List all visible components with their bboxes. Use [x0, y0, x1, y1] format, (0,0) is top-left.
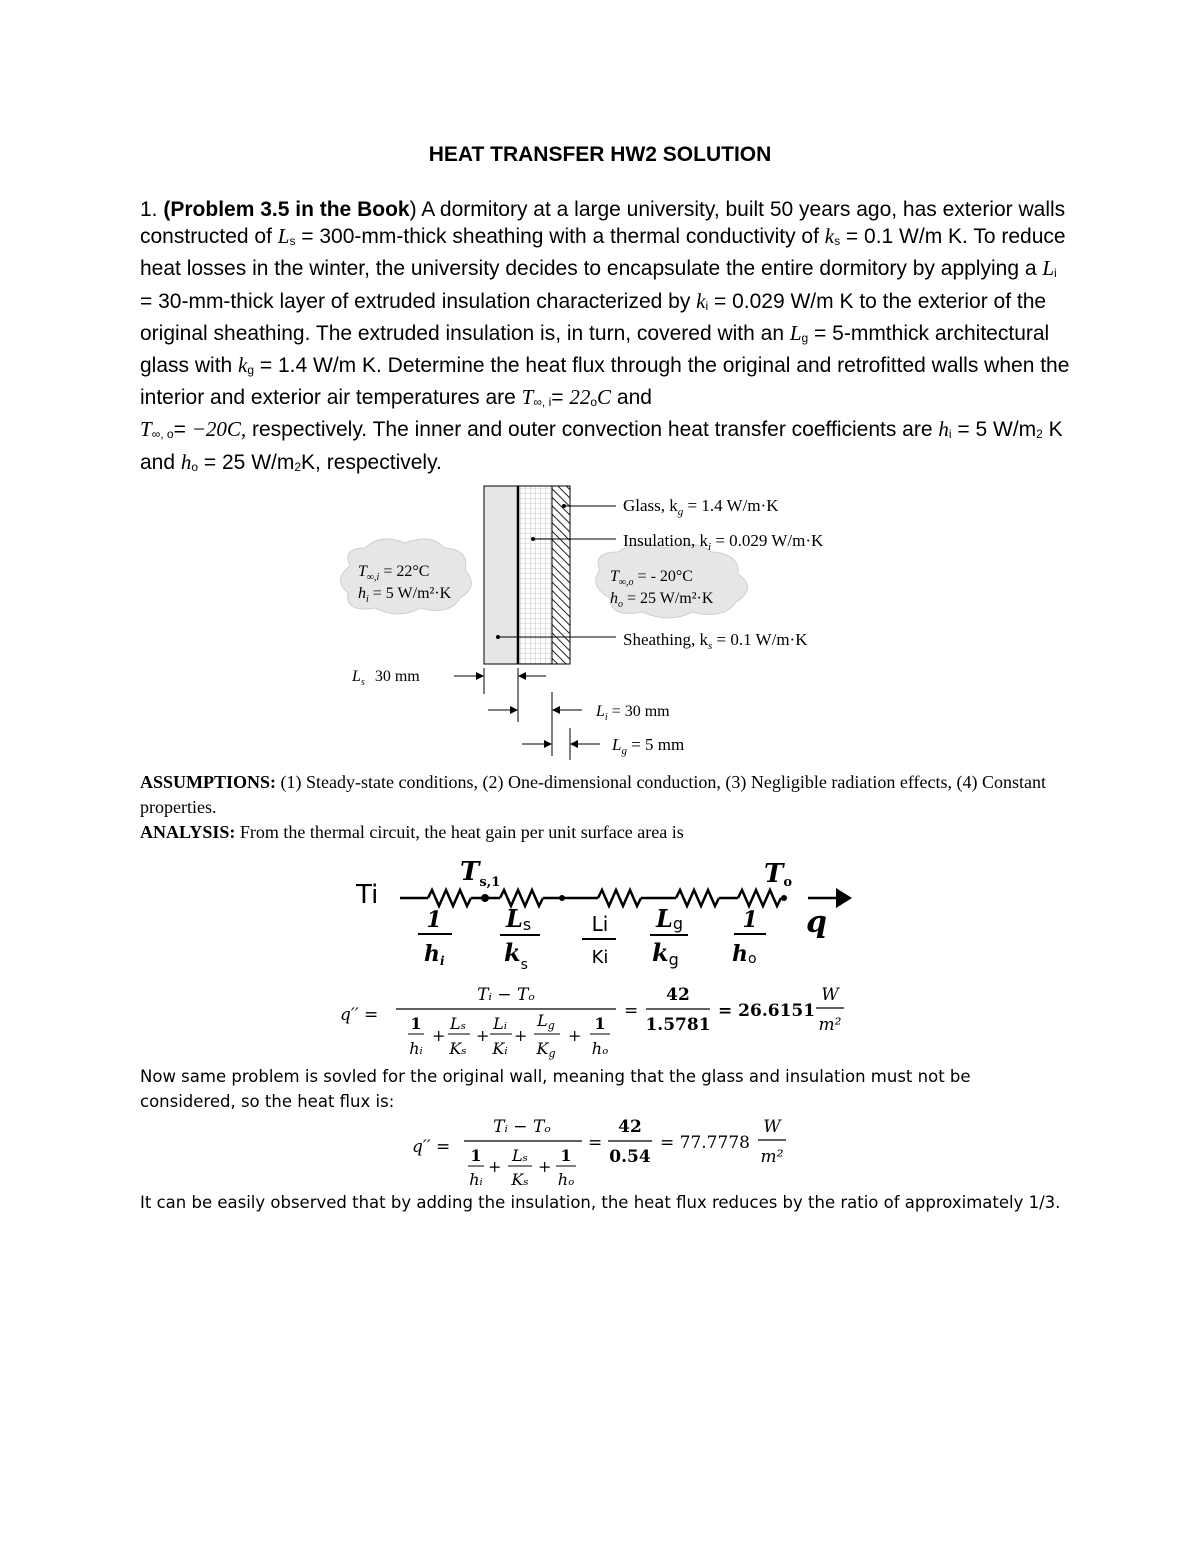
problem-text: = 1.4 W/m K. Determine the heat flux through the original and retrofitted walls when the interior and exterior air temperatures are: [140, 354, 1070, 410]
thermal-circuit: [340, 855, 870, 980]
svg-text:Kₛ: Kₛ: [449, 1039, 467, 1058]
svg-text:+: +: [488, 1157, 502, 1176]
var-L: L: [1042, 256, 1055, 281]
svg-text:+: +: [514, 1026, 528, 1045]
resistance-3-fraction: [582, 912, 616, 968]
problem-text: K and: [140, 418, 1063, 474]
svg-text:Kₛ: Kₛ: [511, 1170, 529, 1189]
resistance-5-fraction: [732, 907, 766, 967]
svg-text:Kᵢ: Kᵢ: [492, 1039, 508, 1058]
svg-text:42: 42: [666, 985, 690, 1005]
temp-inner-value: 22: [569, 385, 591, 410]
heat-flux-equation-original: [412, 1112, 812, 1192]
wall-diagram: [320, 478, 880, 763]
problem-ref-close: ): [409, 198, 417, 221]
var-sub: s: [289, 234, 296, 249]
resistor-1: [428, 890, 471, 906]
assumptions-text: (1) Steady-state conditions, (2) One-dimensional conduction, (3) Negligible radiation effects, (4) Constant properties.: [140, 772, 1046, 817]
var-T: T: [521, 385, 534, 410]
svg-text:+: +: [432, 1026, 446, 1045]
problem-text: A dormitory at a large university, built 50 years ago, has exterior walls constructed of: [140, 198, 1066, 249]
Li-dimension-label: $L_i = 30$ mm: [596, 703, 670, 723]
Ls-dimension-label: $L_s$ 30 mm: [352, 668, 420, 688]
svg-text:= 26.6151: = 26.6151: [718, 1001, 816, 1021]
problem-ref-open: (: [163, 198, 171, 221]
svg-text:1: 1: [470, 1146, 482, 1165]
Lg-dimension-label: $L_g = 5$ mm: [612, 735, 685, 757]
svg-text:+: +: [568, 1026, 582, 1045]
svg-text:m²: m²: [760, 1147, 784, 1167]
outer-temp-label: $T_{\infty,o}$ = - 20°C: [610, 568, 693, 588]
var-sub: i: [705, 298, 709, 313]
problem-statement: [140, 196, 1070, 481]
inner-temp-label: $T_{\infty,i} = 22^\circ C$: [358, 563, 430, 583]
var-h: h: [180, 449, 192, 474]
degree-sub: o: [590, 395, 598, 410]
svg-text:kg: kg: [652, 938, 679, 969]
var-sub: ∞, o: [151, 427, 174, 442]
svg-text:= 77.7778: = 77.7778: [660, 1133, 750, 1153]
original-wall-paragraph: Now same problem is sovled for the original wall, meaning that the glass and insulation must not be considered, so the heat flux is:: [140, 1067, 971, 1111]
svg-text:1: 1: [410, 1014, 422, 1033]
conclusion-paragraph: It can be easily observed that by adding the insulation, the heat flux reduces by the ratio of approximately 1/3.: [140, 1193, 1061, 1212]
svg-text:+: +: [476, 1026, 490, 1045]
inner-h-label: $h_i = 5$ W/m²·K: [358, 585, 452, 605]
heat-flux-equation-retrofit: [340, 978, 870, 1068]
problem-text: respectively. The inner and outer convection heat transfer coefficients are: [246, 418, 939, 442]
temp-unit: C: [597, 385, 612, 410]
analysis-text: From the thermal circuit, the heat gain per unit surface area is: [235, 822, 684, 842]
problem-text: K, respectively.: [301, 450, 442, 474]
svg-text:hᵢ: hᵢ: [409, 1039, 423, 1058]
glass-label: Glass, $k_g = 1.4$ W/m·K: [623, 496, 779, 518]
assumptions-block: [140, 770, 1070, 845]
circuit-Ti-label: Ti: [356, 880, 379, 910]
problem-number: 1.: [140, 198, 158, 221]
svg-text:Ki: Ki: [591, 947, 609, 968]
svg-text:ho: ho: [732, 941, 757, 967]
problem-text: =: [173, 418, 192, 442]
svg-text:1: 1: [426, 907, 442, 933]
svg-text:1: 1: [742, 907, 758, 933]
insulation-label: Insulation, $k_i = 0.029$ W/m·K: [623, 531, 824, 553]
resistance-1-fraction: [418, 907, 452, 968]
resistance-4-fraction: [650, 904, 688, 969]
svg-text:+: +: [538, 1157, 552, 1176]
var-k: k: [238, 353, 248, 378]
var-h: h: [938, 417, 949, 442]
problem-text: =: [551, 386, 570, 410]
svg-text:hi: hi: [424, 941, 445, 968]
exp: 2: [294, 459, 302, 474]
var-L: L: [277, 224, 290, 249]
problem-text: = 5 W/m: [951, 418, 1037, 442]
svg-text:1: 1: [560, 1146, 572, 1165]
var-sub: g: [247, 363, 255, 378]
var-sub: o: [191, 459, 199, 474]
var-k: k: [696, 288, 706, 313]
problem-reference: Problem 3.5 in the Book: [170, 198, 410, 221]
var-sub: ∞, i: [533, 395, 552, 410]
svg-text:Kg: Kg: [536, 1039, 556, 1060]
svg-text:q′′ =: q′′ =: [340, 1005, 379, 1025]
svg-text:Lg: Lg: [537, 1011, 555, 1032]
svg-text:1.5781: 1.5781: [645, 1015, 711, 1035]
svg-text:=: =: [588, 1133, 603, 1153]
svg-text:=: =: [624, 1001, 639, 1021]
var-sub: s: [834, 234, 841, 249]
page-title: HEAT TRANSFER HW2 SOLUTION: [428, 143, 772, 166]
var-L: L: [789, 320, 802, 345]
resistor-5: [738, 890, 781, 906]
var-T: T: [140, 417, 152, 442]
var-sub: i: [948, 427, 952, 442]
svg-text:ks: $k_s$: [504, 938, 528, 973]
svg-text:Li: Li: [591, 912, 609, 936]
exp: 2: [1036, 427, 1043, 442]
svg-text:hₒ: hₒ: [591, 1039, 609, 1058]
var-sub: i: [1054, 266, 1057, 281]
circuit-q-label: q: [806, 905, 827, 940]
problem-text: = 300-mm-thick sheathing with a thermal conductivity of: [295, 225, 825, 249]
var-k: k: [824, 224, 835, 249]
svg-text:1: 1: [594, 1014, 606, 1033]
svg-text:m²: m²: [818, 1015, 842, 1035]
heat-flow-arrow-icon: [836, 888, 852, 908]
analysis-label: ANALYSIS:: [140, 822, 236, 842]
problem-text: = 0.029 W/m K to the exterior of the original sheathing. The extruded insulation is, in turn, covered with an: [140, 289, 1047, 345]
problem-text: and: [611, 386, 652, 410]
outer-h-label: $h_o = 25$ W/m²·K: [610, 590, 714, 610]
sheathing-label: Sheathing, $k_s = 0.1$ W/m·K: [623, 630, 808, 652]
circuit-To-label: To: [764, 859, 793, 890]
svg-text:Tᵢ − Tₒ: Tᵢ − Tₒ: [477, 985, 535, 1005]
resistance-2-fraction: [500, 904, 540, 973]
svg-text:Lₛ: Lₛ: [511, 1146, 529, 1165]
problem-text: = 25 W/m: [198, 450, 295, 474]
problem-text: = 5-mmthick architectural glass with: [140, 321, 1050, 378]
svg-text:Lᵢ: Lᵢ: [493, 1014, 507, 1033]
svg-text:hᵢ: hᵢ: [469, 1170, 483, 1189]
resistor-4: [676, 890, 719, 906]
var-sub: g: [801, 330, 809, 345]
svg-text:Lₛ: Lₛ: [449, 1014, 467, 1033]
svg-text:Lg: Lg: [656, 904, 684, 933]
svg-text:W: W: [821, 985, 839, 1005]
svg-text:Ls: Ls: [506, 904, 532, 934]
svg-text:q′′ =: q′′ =: [412, 1137, 451, 1157]
problem-text: = 30-mm-thick layer of extruded insulation characterized by: [140, 289, 697, 313]
temp-outer-value: −20C,: [191, 417, 247, 442]
problem-text: = 0.1 W/m K. To reduce heat losses in the winter, the university decides to encapsulate the entire dormitory by applying a: [140, 225, 1066, 281]
circuit-Ts1-label: $T_{s,1}$: [460, 857, 501, 890]
svg-text:42: 42: [618, 1117, 642, 1137]
svg-text:0.54: 0.54: [609, 1147, 651, 1167]
svg-text:Tᵢ − Tₒ: Tᵢ − Tₒ: [493, 1117, 551, 1137]
svg-text:W: W: [763, 1117, 781, 1137]
svg-text:hₒ: hₒ: [557, 1170, 575, 1189]
assumptions-label: ASSUMPTIONS:: [140, 772, 277, 792]
resistor-3: [598, 890, 641, 906]
